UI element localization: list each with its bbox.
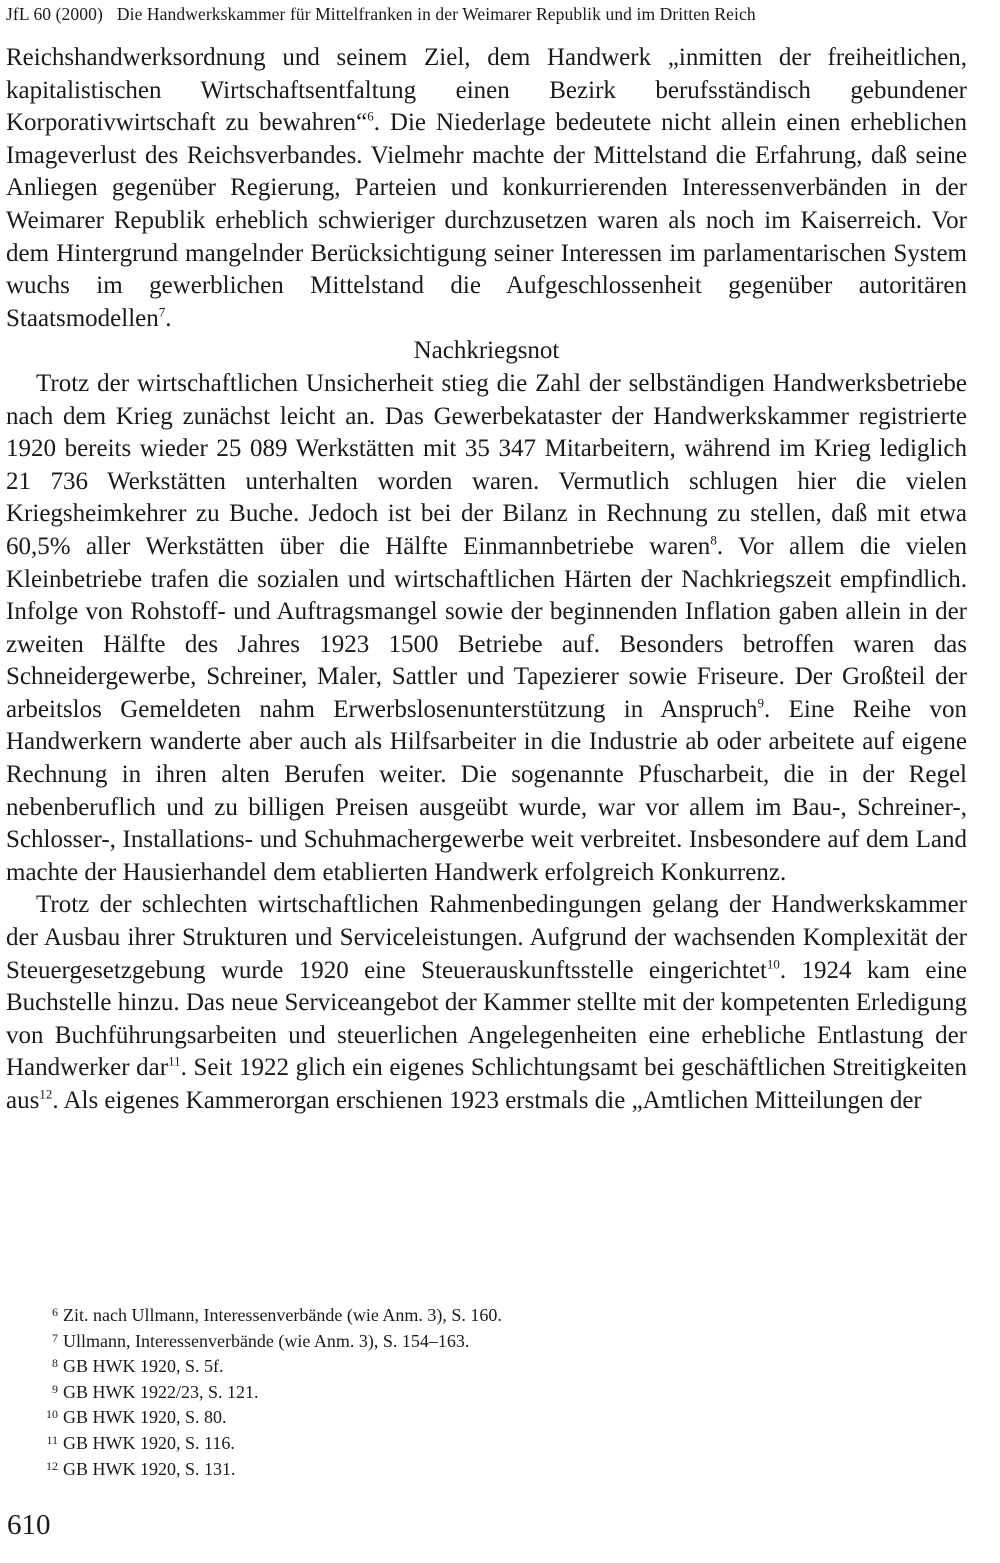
text-segment: . Vor allem die vielen Kleinbetriebe trafen die sozialen und wirtschaftlichen Härten der Nachkriegszeit empfindlich. Infolge von Rohstoff- und Auftragsmangel sowie der beginnenden Inflation gaben allein in der zweiten Hälfte des Jahres 1923 1500 Betriebe auf. Besonders betroffen waren das Schneidergewerbe, Schreiner, Maler, Sattler und Tapezierer sowie Friseure. Der Großteil der arbeitslos Gemeldeten nahm Erwerbslosenunterstützung in Anspruch: [6, 532, 967, 723]
footnote-text: GB HWK 1920, S. 5f.: [63, 1356, 224, 1377]
text-segment: . Die Niederlage bedeutete nicht allein einen erheblichen Imageverlust des Reichsverbandes. Vielmehr machte der Mittelstand die Erfahrung, daß seine Anliegen gegenüber Regierung, Parteien und konkurrierenden Interessenverbänden in der Weimarer Republik erheblich schwieriger durchzusetzen waren als noch im Kaiserreich. Vor dem Hintergrund mangelnder Berücksichtigung seiner Interessen im parlamentarischen System wuchs im gewerblichen Mittelstand die Aufgeschlossenheit gegenüber autoritären Staatsmodellen: [6, 109, 967, 332]
footnote-text: GB HWK 1920, S. 131.: [63, 1458, 236, 1479]
footnote-number: 9: [52, 1381, 58, 1396]
text-segment: Trotz der wirtschaftlichen Unsicherheit stieg die Zahl der selbständigen Handwerksbetriebe nach dem Krieg zunächst leicht an. Das Gewerbekataster der Handwerkskammer registrierte 1920 bereits wieder 25 089 Werkstätten mit 35 347 Mitarbeitern, während im Krieg lediglich 21 736 Werkstätten unterhalten worden waren. Vermutlich schlugen hier die vielen Kriegsheimkehrer zu Buche. Jedoch ist bei der Bilanz in Rechnung zu stellen, daß mit etwa 60,5% aller Werkstätten über die Hälfte Einmannbetriebe waren: [6, 369, 967, 560]
paragraph-3: [6, 889, 967, 1117]
footnote-text: Ullmann, Interessenverbände (wie Anm. 3), S. 154–163.: [63, 1330, 470, 1351]
page-number: 610: [7, 1509, 51, 1541]
text-segment: Trotz der schlechten wirtschaftlichen Rahmenbedingungen gelang der Handwerkskammer der Ausbau ihrer Strukturen und Serviceleistungen. Aufgrund der wachsenden Komplexität der Steuergesetzgebung wurde 1920 eine Steuerauskunftsstelle eingerichtet: [6, 891, 967, 984]
footnotes: [34, 1303, 734, 1482]
footnote-number: 12: [46, 1458, 58, 1473]
footnote-text: Zit. nach Ullmann, Interessenverbände (wie Anm. 3), S. 160.: [63, 1305, 502, 1325]
paragraph-1: [6, 42, 967, 335]
footnote-number: 10: [46, 1407, 58, 1422]
footnote-number: 11: [46, 1432, 58, 1447]
footnote-number: 6: [52, 1305, 58, 1319]
footnote-number: 7: [52, 1330, 58, 1345]
footnote: [34, 1303, 734, 1329]
footnote-ref-8[interactable]: 8: [710, 532, 717, 548]
footnote-number: 8: [52, 1356, 58, 1371]
footnote-ref-7[interactable]: 7: [158, 304, 166, 320]
footnote-text: GB HWK 1922/23, S. 121.: [63, 1381, 259, 1402]
journal-reference: JfL 60 (2000): [6, 4, 103, 24]
footnote: [34, 1431, 734, 1457]
footnote-ref-10[interactable]: 10: [766, 956, 780, 972]
footnote: [34, 1354, 734, 1380]
footnote: [34, 1329, 734, 1355]
footnote-text: GB HWK 1920, S. 80.: [63, 1407, 227, 1428]
footnote-ref-12[interactable]: 12: [39, 1086, 53, 1102]
text-segment: . 1924 kam eine Buchstelle hinzu. Das neue Serviceangebot der Kammer stellte mit der kompetenten Erledigung von Buchführungsarbeiten und steuerlichen Angelegenheiten eine erhebliche Entlastung der Handwerker dar: [6, 956, 967, 1082]
footnote-text: GB HWK 1920, S. 116.: [63, 1432, 235, 1453]
footnote: [34, 1457, 734, 1483]
section-heading: Nachkriegsnot: [413, 337, 560, 365]
text-segment: . Eine Reihe von Handwerkern wanderte aber auch als Hilfsarbeiter in die Industrie ab oder arbeitete auf eigene Rechnung in ihren alten Berufen weiter. Die sogenannte Pfuscharbeit, die in der Regel nebenberuflich und zu billigen Preisen ausgeübt wurde, war vor allem im Bau-, Schreiner-, Schlosser-, Installations- und Schuhmachergewerbe weit verbreitet. Insbesondere auf dem Land machte der Hausierhandel dem etablierten Handwerk erfolgreich Konkurrenz.: [6, 695, 967, 886]
footnote-ref-6[interactable]: 6: [367, 108, 374, 124]
footnote: [34, 1380, 734, 1406]
text-segment: . Seit 1922 glich ein eigenes Schlichtungsamt bei geschäftlichen Streitigkeiten aus: [6, 1054, 967, 1114]
running-head: [6, 4, 994, 25]
text-segment: Reichshandwerksordnung und seinem Ziel, dem Handwerk „inmitten der freiheitlichen, kapitalistischen Wirtschaftsentfaltung einen Bezirk berufsständisch gebundener Korporativwirtschaft zu bewahren“: [6, 44, 967, 137]
text-segment: . Als eigenes Kammerorgan erschienen 1923 erstmals die „Amtlichen Mitteilungen der: [52, 1087, 922, 1114]
footnote: [34, 1405, 734, 1431]
footnote-ref-9[interactable]: 9: [757, 695, 764, 711]
text-segment: .: [165, 304, 172, 332]
footnote-ref-11[interactable]: 11: [168, 1054, 181, 1070]
paragraph-2: [6, 368, 967, 890]
running-title: Die Handwerkskammer für Mittelfranken in der Weimarer Republik und im Dritten Reich: [116, 4, 756, 24]
body-text: [6, 42, 967, 1118]
